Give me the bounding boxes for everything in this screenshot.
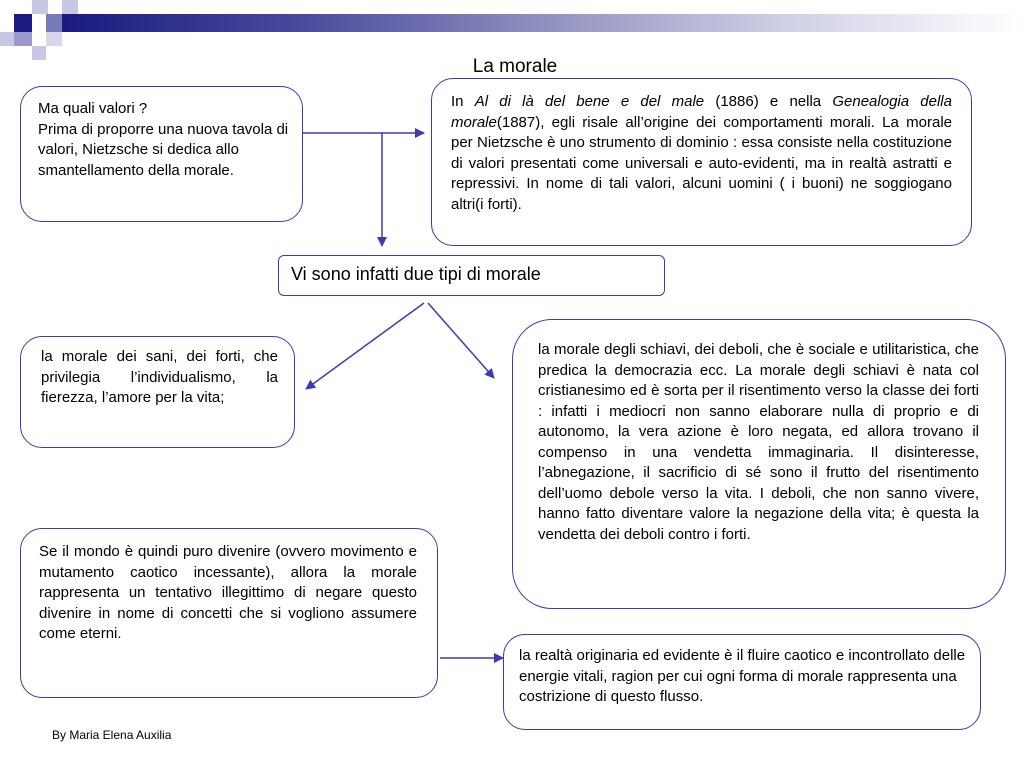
- origin-text: In Al di là del bene e del male (1886) e nella Genealogia della morale(1887), egli risale all’origine dei comportamenti morali. La morale per Nietzsche è uno strumento di dominio : essa consiste nella costituzione di valori presentati come universali e auto-evidenti, ma in realtà astratti e repressivi. In nome di tali valori, alcuni uomini ( i buoni) ne soggiogano altri(i forti).: [451, 93, 952, 213]
- slide-title: La morale: [472, 56, 558, 77]
- author-credit: By Maria Elena Auxilia: [52, 728, 172, 742]
- question-text: Ma quali valori ? Prima di proporre una nuova tavola di valori, Nietzsche si dedica allo smantellamento della morale.: [38, 100, 289, 179]
- becoming-text: Se il mondo è quindi puro divenire (ovvero movimento e mutamento caotico incessante), allora la morale rappresenta un tentativo illegittimo di negare questo divenire in nome di concetti che si vogliono assumere come eterni.: [39, 543, 417, 642]
- reality-text: la realtà originaria ed evidente è il fluire caotico e incontrollato delle energie vitali, ragion per cui ogni forma di morale rappresenta una costrizione di questo flusso.: [519, 647, 966, 705]
- two-types-text: Vi sono infatti due tipi di morale: [291, 264, 541, 284]
- arrow-two-types-to-masters: [306, 303, 424, 389]
- arrow-two-types-to-slaves: [428, 303, 494, 378]
- masters-morality-text: la morale dei sani, dei forti, che privilegia l’individualismo, la fierezza, l’amore per la vita;: [41, 348, 278, 406]
- slaves-morality-text: la morale degli schiavi, dei deboli, che è sociale e utilitaristica, che predica la democrazia ecc. La morale degli schiavi è nata col cristianesimo ed è sorta per il risentimento verso la classe dei forti : infatti i mediocri non sanno elaborare nulla di proprio e di autonomo, la vera azione è loro negata, ed allora trovano il compenso in una vendetta immaginaria. Il disinteresse, l’abnegazione, il sacrificio di sé sono il frutto del risentimento dell’uomo debole verso la vita. I deboli, che non sanno vivere, hanno fatto diventare valore la negazione della vita; è questa la vendetta dei deboli contro i forti.: [538, 341, 979, 543]
